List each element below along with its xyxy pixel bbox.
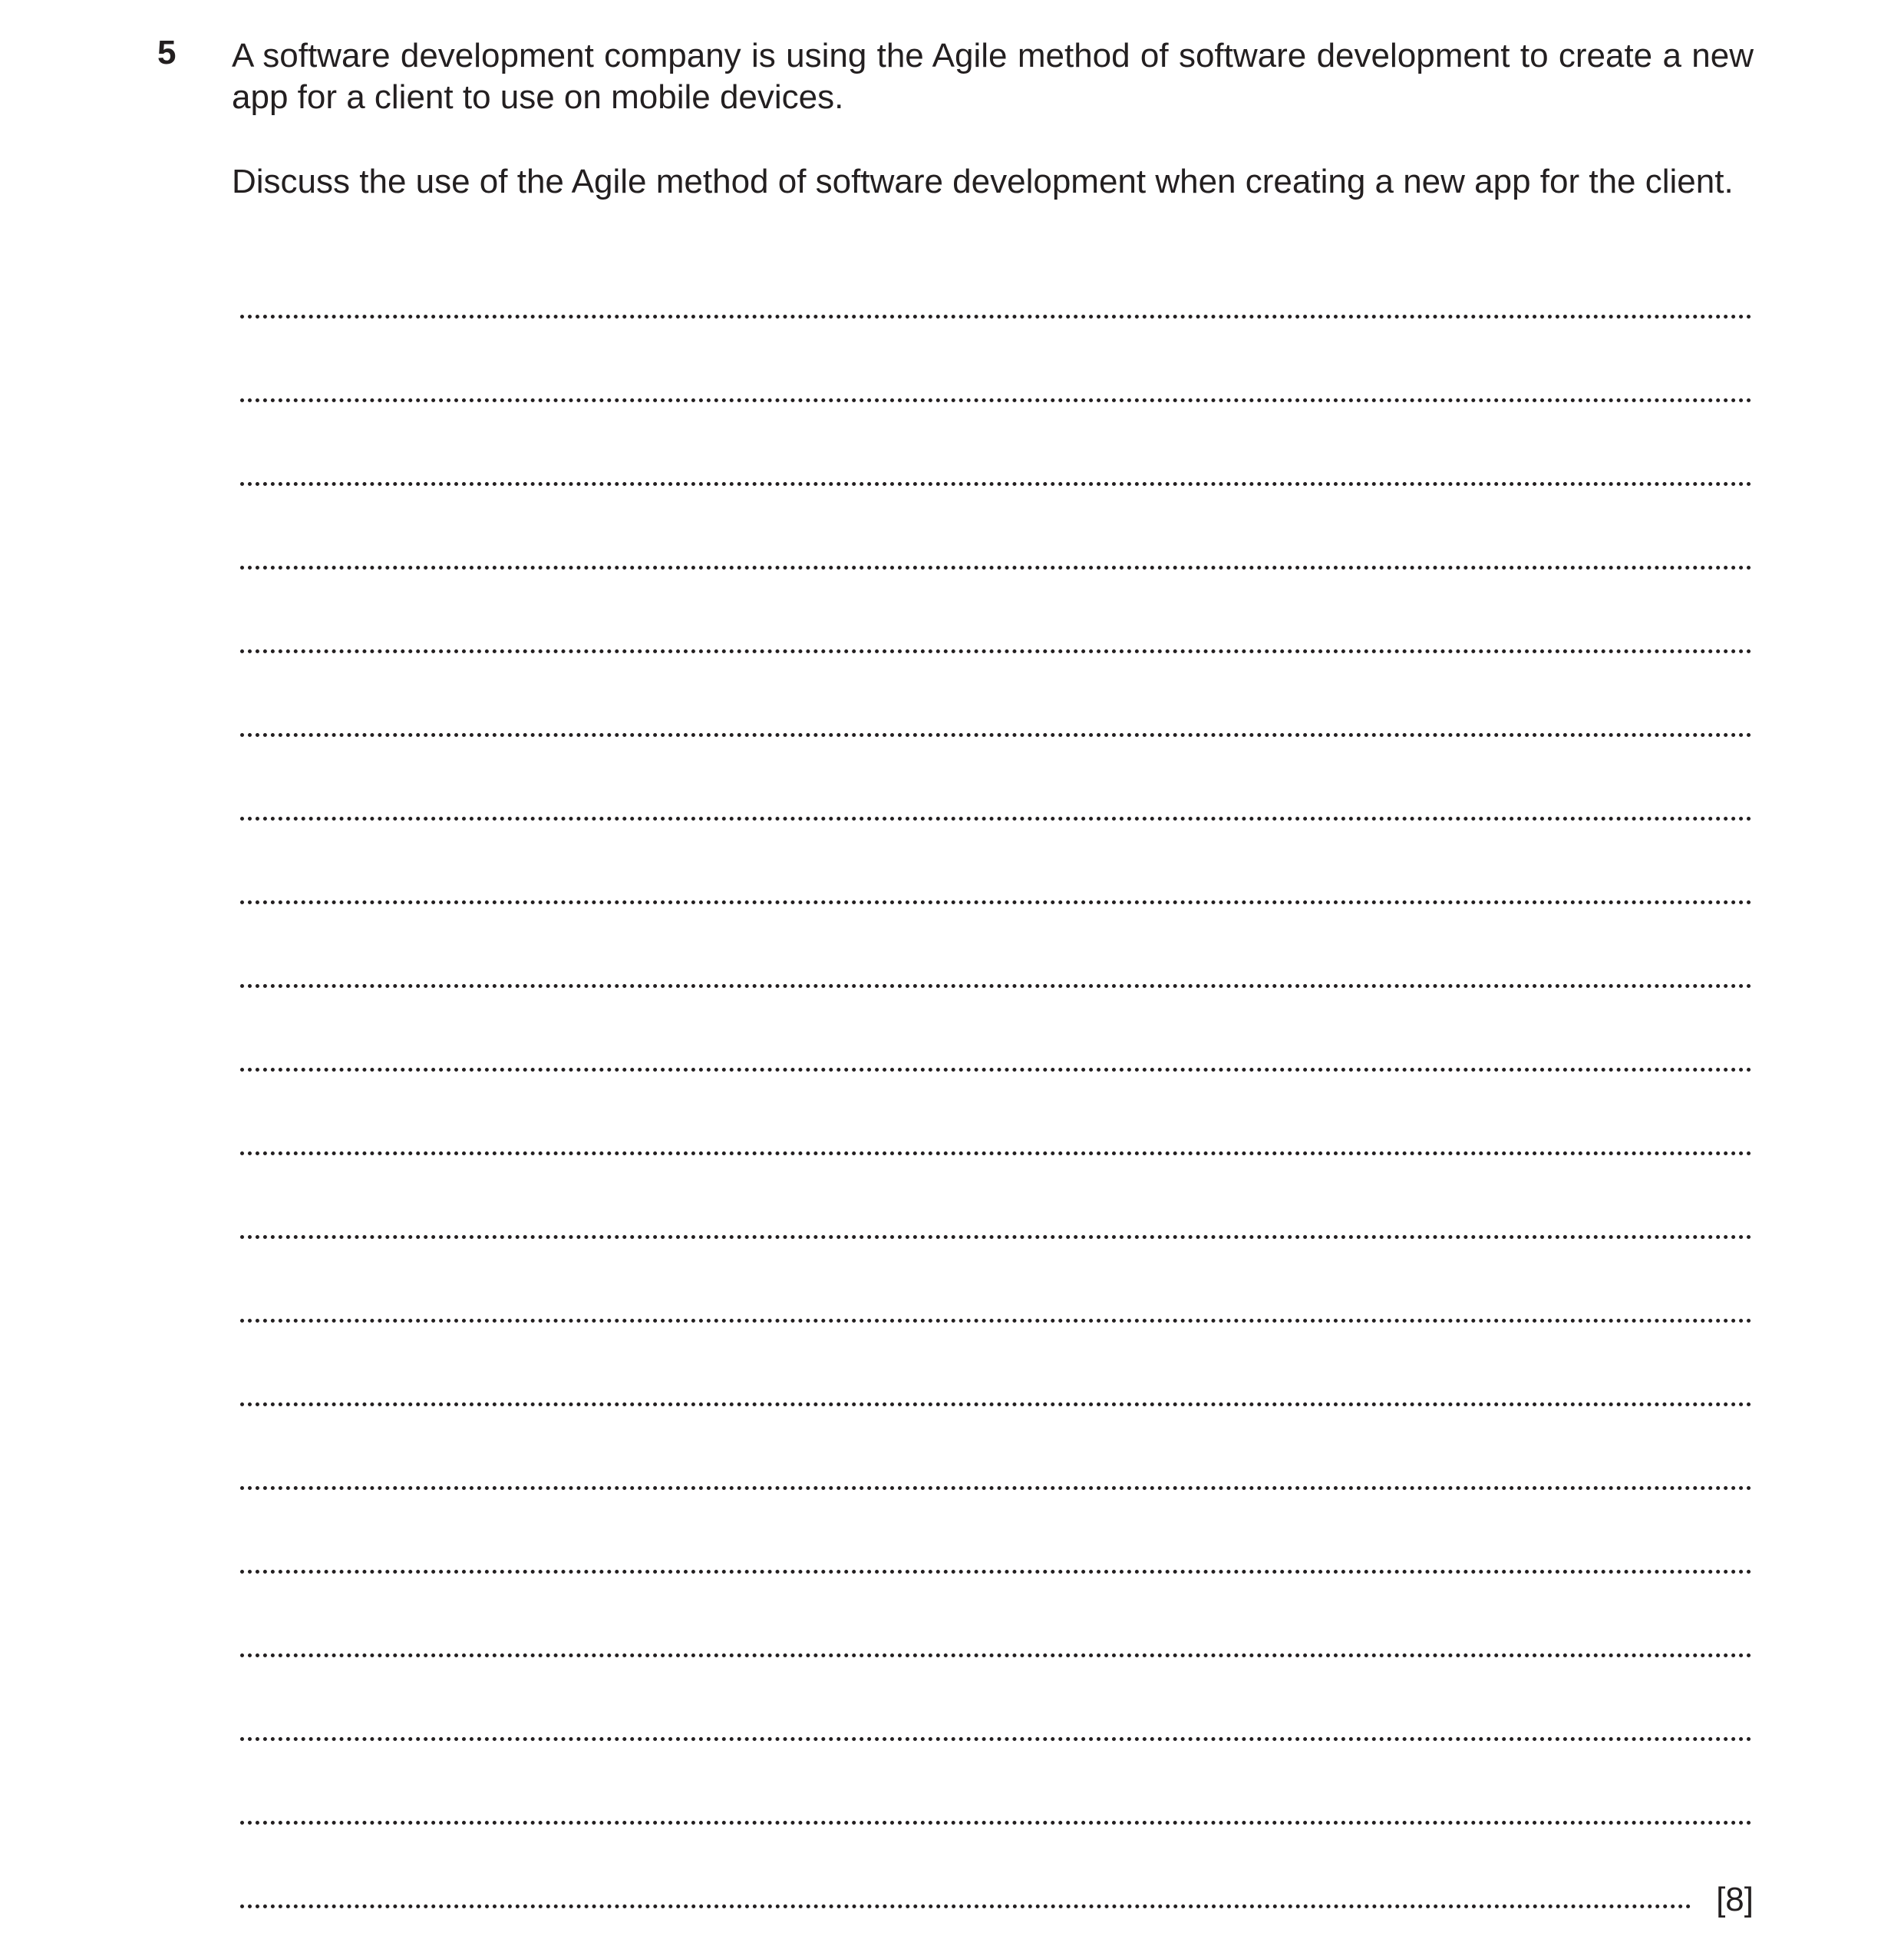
answer-line[interactable] — [240, 1319, 1752, 1323]
answer-line[interactable] — [240, 1821, 1752, 1825]
question-stem: A software development company is using the Agile method of software development to create a new app for a client to use on mobile devices. — [232, 37, 1754, 116]
answer-line[interactable] — [240, 1068, 1752, 1072]
answer-line[interactable] — [240, 1151, 1752, 1155]
answer-line[interactable] — [240, 733, 1752, 737]
answer-line[interactable] — [240, 649, 1752, 653]
question-prompt: Discuss the use of the Agile method of software development when creating a new app for the client. — [232, 163, 1734, 200]
answer-line[interactable] — [240, 900, 1752, 904]
marks-label: [8] — [1716, 1881, 1754, 1918]
answer-line[interactable] — [240, 1570, 1752, 1574]
answer-line[interactable] — [240, 1737, 1752, 1741]
answer-line[interactable] — [240, 1904, 1691, 1908]
answer-line[interactable] — [240, 817, 1752, 821]
answer-line[interactable] — [240, 482, 1752, 486]
answer-line[interactable] — [240, 398, 1752, 402]
question-number: 5 — [157, 34, 177, 71]
answer-line[interactable] — [240, 315, 1752, 319]
answer-line[interactable] — [240, 1235, 1752, 1239]
answer-line[interactable] — [240, 1402, 1752, 1406]
answer-line[interactable] — [240, 1486, 1752, 1490]
answer-line[interactable] — [240, 1653, 1752, 1657]
answer-line[interactable] — [240, 984, 1752, 988]
answer-line[interactable] — [240, 566, 1752, 570]
